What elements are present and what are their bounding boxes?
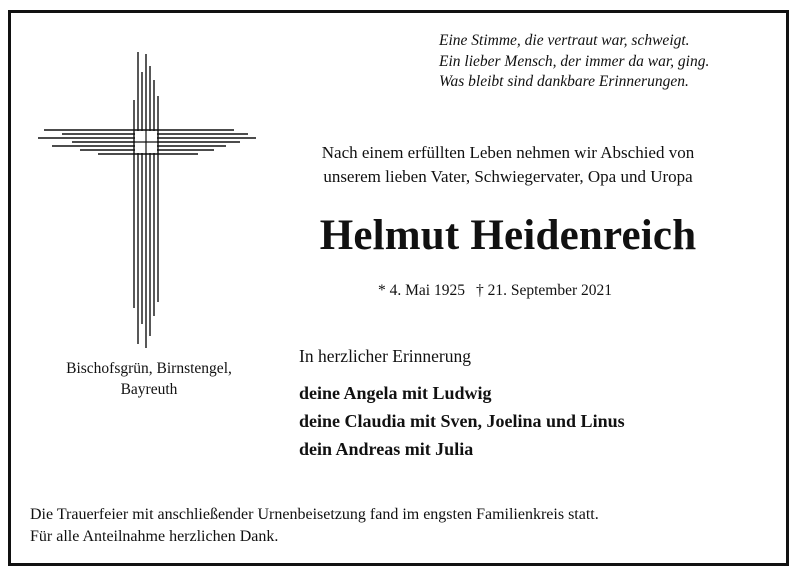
poem-line: Eine Stimme, die vertraut war, schweigt. [439,32,690,49]
remembrance-line: In herzlicher Erinnerung [299,346,472,366]
family-line: deine Angela mit Ludwig [299,383,492,403]
intro-line: Nach einem erfüllten Leben nehmen wir Abschied von [321,143,695,162]
footer-line: Für alle Anteilnahme herzlichen Dank. [30,528,279,545]
footer-line: Die Trauerfeier mit anschließender Urnenbeisetzung fand im engsten Familienkreis statt. [30,506,599,523]
poem-line: Ein lieber Mensch, der immer da war, ging. [439,52,710,70]
footer-text [30,504,599,548]
intro-text [268,141,748,189]
family-line: deine Claudia mit Sven, Joelina und Linus [299,411,625,431]
birth-date: * 4. Mai 1925 [378,282,465,299]
death-date: † 21. September 2021 [475,282,613,299]
life-dates [378,281,612,301]
places [40,358,258,400]
cross-icon [38,52,256,352]
poem-line: Was bleibt sind dankbare Erinnerungen. [439,73,689,90]
places-line: Bischofsgrün, Birnstengel, [66,360,232,377]
poem [439,31,709,93]
family-line: dein Andreas mit Julia [299,439,474,459]
places-line: Bayreuth [120,381,178,398]
intro-line: unserem lieben Vater, Schwiegervater, Opa und Uropa [323,167,693,186]
family-list [299,379,625,463]
deceased-name: Helmut Heidenreich [319,212,697,259]
